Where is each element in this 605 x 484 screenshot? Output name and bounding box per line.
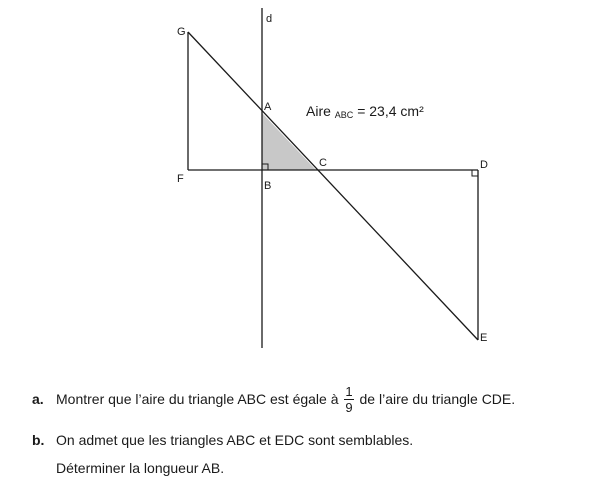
area-prefix: Aire: [306, 103, 335, 119]
question-b-letter: b.: [32, 432, 45, 448]
label-d-line: d: [266, 13, 273, 25]
question-b-line2-text: Déterminer la longueur AB.: [56, 460, 225, 476]
label-c: C: [319, 157, 327, 169]
label-g: G: [177, 26, 186, 38]
label-d-point: D: [480, 159, 488, 171]
fraction-one-ninth: [344, 384, 353, 415]
question-b-line2: [32, 459, 224, 477]
label-b: B: [264, 180, 272, 192]
question-b-line1: On admet que les triangles ABC et EDC sont semblables.: [56, 432, 414, 448]
triangle-abc-shading: [262, 113, 316, 170]
segment-ge: [188, 32, 478, 340]
question-a: [32, 385, 515, 416]
question-a-text-before: Montrer que l’aire du triangle ABC est égale à: [56, 391, 343, 408]
question-a-text-after: de l’aire du triangle CDE.: [355, 391, 516, 408]
area-annotation: [306, 103, 424, 120]
area-value: = 23,4 cm²: [353, 103, 424, 119]
label-f: F: [177, 173, 184, 185]
label-a: A: [264, 101, 272, 113]
area-subscript: ABC: [334, 110, 354, 120]
fraction-numerator: 1: [345, 384, 353, 399]
question-b: [32, 431, 413, 449]
label-e: E: [480, 332, 488, 344]
question-a-letter: a.: [32, 391, 44, 408]
right-angle-d: [472, 170, 478, 176]
fraction-denominator: 9: [345, 400, 353, 415]
